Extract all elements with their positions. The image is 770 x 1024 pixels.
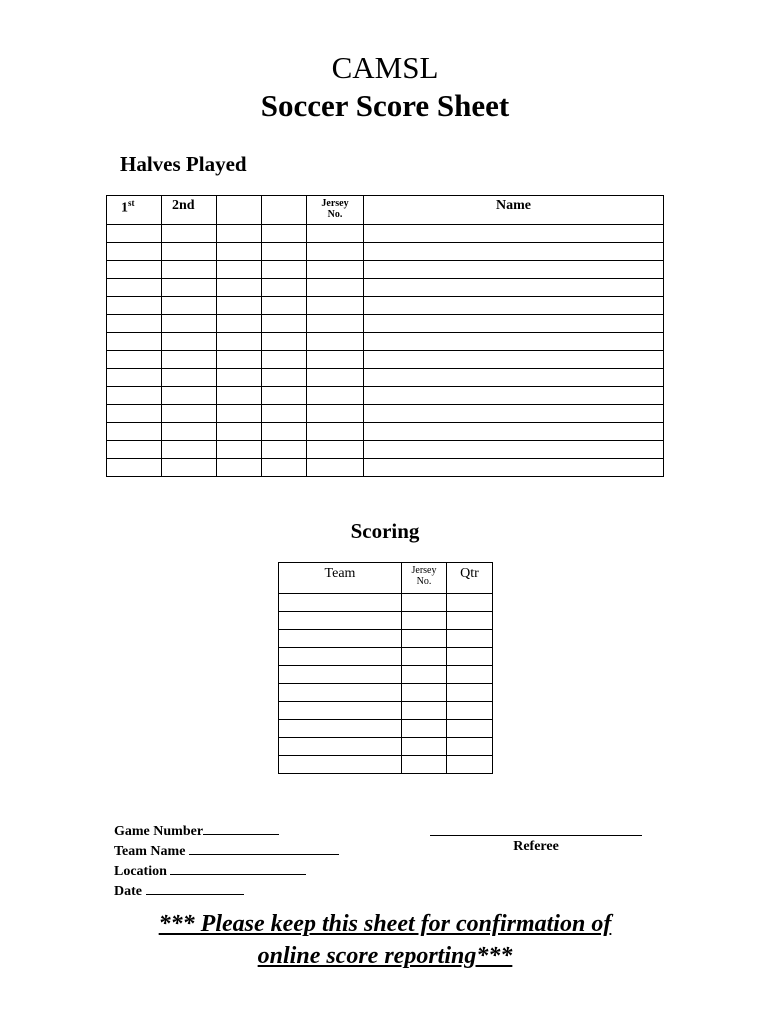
date-field[interactable]: [146, 881, 244, 895]
blank-header-1: [217, 196, 262, 225]
table-row: [279, 612, 493, 630]
location-label: Location: [114, 864, 167, 879]
table-row: [107, 369, 664, 387]
table-row: [107, 351, 664, 369]
table-row: [107, 279, 664, 297]
game-number-row: [114, 821, 339, 841]
name-header: Name: [364, 196, 664, 225]
referee-label: Referee: [513, 839, 559, 854]
scoring-heading: Scoring: [350, 519, 420, 543]
date-row: [114, 881, 339, 901]
table-row: [107, 315, 664, 333]
table-row: [107, 459, 664, 477]
page-title: Soccer Score Sheet: [260, 88, 510, 123]
confirmation-notice: [0, 908, 770, 972]
location-row: [114, 861, 339, 881]
scoring-table-header-row: [279, 563, 493, 594]
scoring-table: [278, 562, 493, 774]
first-half-superscript: st: [128, 198, 135, 208]
table-row: [107, 225, 664, 243]
table-row: [279, 630, 493, 648]
table-row: [279, 702, 493, 720]
table-row: [107, 405, 664, 423]
player-roster-table: [106, 195, 664, 477]
notice-line-2: online score reporting***: [257, 943, 513, 969]
team-name-row: [114, 841, 339, 861]
table-row: [279, 648, 493, 666]
second-half-header: 2nd: [162, 196, 217, 225]
referee-signature-field[interactable]: [430, 821, 642, 836]
table-row: [279, 720, 493, 738]
org-title: CAMSL: [331, 50, 439, 85]
game-number-label: Game Number: [114, 824, 204, 839]
table-row: [279, 756, 493, 774]
table-row: [279, 738, 493, 756]
team-name-field[interactable]: [189, 841, 339, 855]
game-info-fields: [114, 821, 339, 901]
table-row: [279, 684, 493, 702]
table-row: [107, 261, 664, 279]
team-name-label: Team Name: [114, 844, 186, 859]
jersey-number-header: Jersey No.: [307, 196, 364, 225]
notice-line-1: *** Please keep this sheet for confirmation of: [158, 911, 612, 937]
game-number-field[interactable]: [203, 821, 279, 835]
halves-played-heading: Halves Played: [120, 152, 247, 176]
first-half-header: 1st: [107, 196, 162, 225]
location-field[interactable]: [170, 861, 306, 875]
table-row: [279, 594, 493, 612]
quarter-header: Qtr: [447, 563, 493, 594]
date-label: Date: [114, 884, 142, 899]
table-row: [107, 387, 664, 405]
player-table-header-row: [107, 196, 664, 225]
table-row: [107, 423, 664, 441]
blank-header-2: [262, 196, 307, 225]
table-row: [107, 297, 664, 315]
scoring-jersey-header: Jersey No.: [402, 563, 447, 594]
team-header: Team: [279, 563, 402, 594]
table-row: [107, 441, 664, 459]
table-row: [279, 666, 493, 684]
table-row: [107, 333, 664, 351]
table-row: [107, 243, 664, 261]
